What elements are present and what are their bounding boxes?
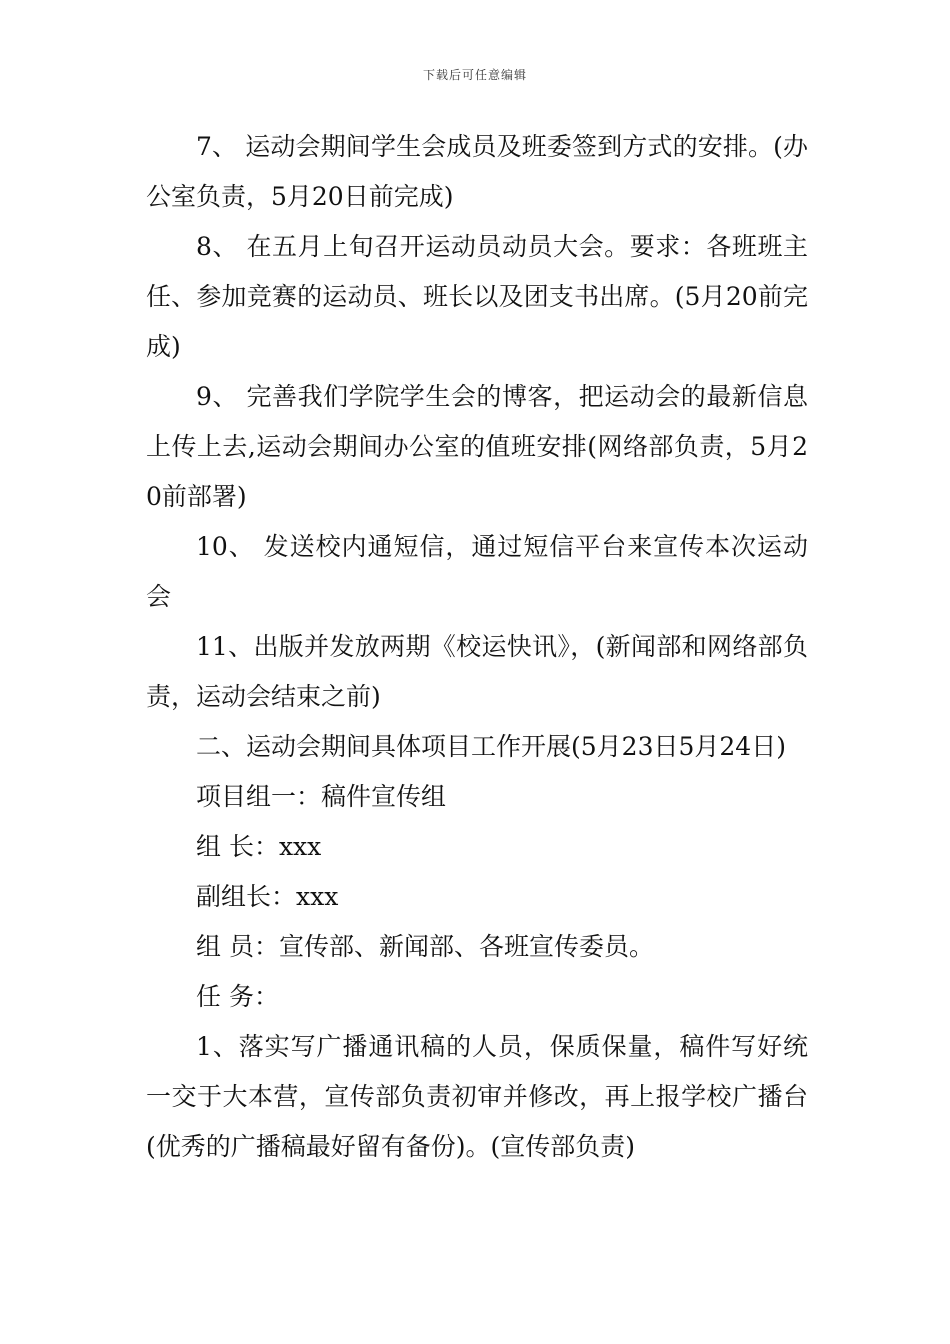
paragraph-item-11: 11、出版并发放两期《校运快讯》，(新闻部和网络部负责，运动会结束之前) <box>146 632 808 711</box>
section-heading: 二、运动会期间具体项目工作开展(5月23日5月24日) <box>196 732 786 761</box>
group-members-line: 组 员：宣传部、新闻部、各班宣传委员。 <box>196 932 654 961</box>
document-body <box>146 122 808 1172</box>
paragraph-item-10: 10、 发送校内通短信，通过短信平台来宣传本次运动会 <box>146 532 808 611</box>
tasks-label: 任 务： <box>196 982 279 1011</box>
project-group-title: 项目组一：稿件宣传组 <box>196 782 447 811</box>
task-item-1: 1、落实写广播通讯稿的人员，保质保量，稿件写好统一交于大本营，宣传部负责初审并修改，再上报学校广播台(优秀的广播稿最好留有备份)。(宣传部负责) <box>146 1032 808 1161</box>
deputy-leader-line: 副组长：xxx <box>196 882 339 911</box>
page-header: 下载后可任意编辑 <box>422 68 527 82</box>
paragraph-item-8: 8、 在五月上旬召开运动员动员大会。要求：各班班主任、参加竞赛的运动员、班长以及团支书出席。(5月20前完成) <box>146 232 808 361</box>
paragraph-item-9: 9、 完善我们学院学生会的博客，把运动会的最新信息上传上去,运动会期间办公室的值班安排(网络部负责，5月20前部署) <box>146 382 808 511</box>
group-leader-line: 组 长：xxx <box>196 832 322 861</box>
paragraph-item-7: 7、 运动会期间学生会成员及班委签到方式的安排。(办公室负责，5月20日前完成) <box>146 132 808 211</box>
